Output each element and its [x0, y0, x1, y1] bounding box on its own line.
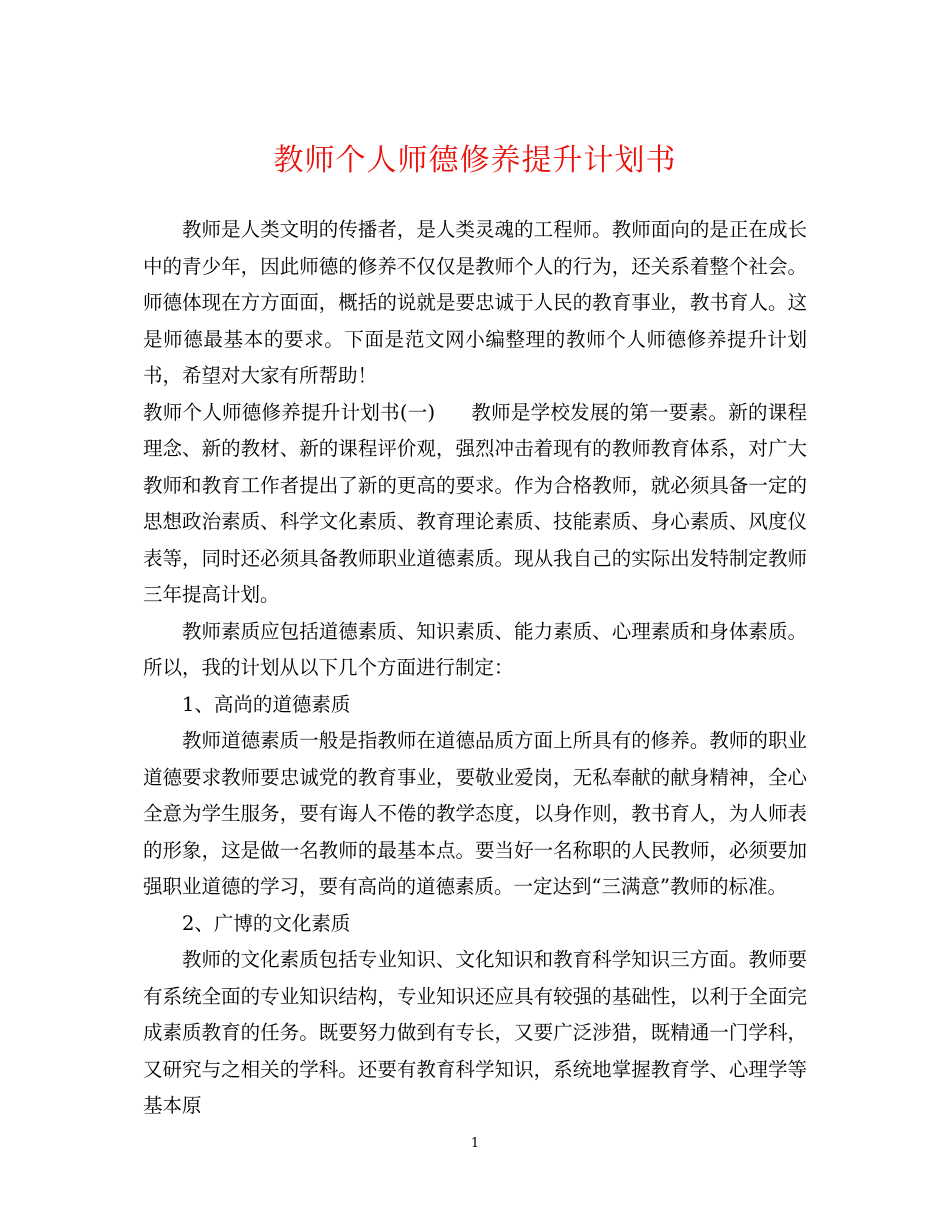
moral-quality-paragraph: 教师道德素质一般是指教师在道德品质方面上所具有的修养。教师的职业道德要求教师要忠诚党的教育事业，要敬业爱岗，无私奉献的献身精神，全心全意为学生服务，要有诲人不倦的教学态度，以身作则，教书育人，为人师表的形象，这是做一名教师的最基本点。要当好一名称职的人民教师，必须要加强职业道德的学习，要有高尚的道德素质。一定达到“三满意”教师的标准。: [143, 729, 807, 898]
cultural-quality-paragraph: 教师的文化素质包括专业知识、文化知识和教育科学知识三方面。教师要有系统全面的专业知识结构，专业知识还应具有较强的基础性，以利于全面完成素质教育的任务。既要努力做到有专长，又要广泛涉猎，既精通一门学科，又研究与之相关的学科。还要有教育科学知识，系统地掌握教育学、心理学等基本原: [143, 948, 807, 1117]
intro-paragraph: 教师是人类文明的传播者，是人类灵魂的工程师。教师面向的是正在成长中的青少年，因此师德的修养不仅仅是教师个人的行为，还关系着整个社会。师德体现在方方面面，概括的说就是要忠诚于人民的教育事业，教书育人。这是师德最基本的要求。下面是范文网小编整理的教师个人师德修养提升计划书，希望对大家有所帮助！: [143, 218, 807, 387]
section-heading: 教师个人师德修养提升计划书(一): [143, 400, 436, 424]
heading-moral-quality: 1、高尚的道德素质: [182, 692, 351, 716]
section-paragraph: [143, 395, 807, 614]
document-title: 教师个人师德修养提升计划书: [273, 143, 677, 178]
page-number: 1: [470, 1136, 480, 1151]
section-lead-text: 教师是学校发展的第一要素。新的课程理念、新的教材、新的课程评价观，强烈冲击着现有的教师教育体系，对广大教师和教育工作者提出了新的更高的要求。作为合格教师，就必须具备一定的思想政治素质、科学文化素质、教育理论素质、技能素质、身心素质、风度仪表等，同时还必须具备教师职业道德素质。现从我自己的实际出发特制定教师三年提高计划。: [143, 400, 807, 606]
document-body: [143, 212, 807, 1125]
quality-paragraph: 教师素质应包括道德素质、知识素质、能力素质、心理素质和身体素质。所以，我的计划从以下几个方面进行制定：: [143, 619, 807, 679]
heading-cultural-quality: 2、广博的文化素质: [182, 911, 351, 935]
